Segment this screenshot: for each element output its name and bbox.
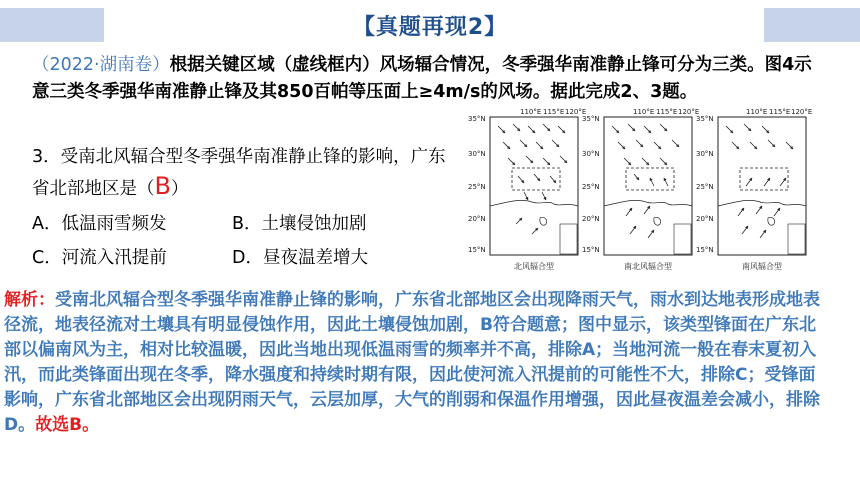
map-panel-north (490, 117, 578, 255)
map-panel-south (718, 117, 806, 255)
option-c: C．河流入汛提前 (32, 248, 167, 268)
lon-label: 110°E (633, 108, 655, 116)
map-caption: 北风辐合型 (514, 262, 554, 271)
map-panel-north-south (604, 117, 692, 255)
lat-label: 30°N (582, 150, 600, 158)
q3-stem: 3．受南北风辐合型冬季强华南准静止锋的影响，广东省北部地区是（ (32, 147, 446, 199)
lat-labels (468, 115, 714, 254)
option-b: B．土壤侵蚀加剧 (232, 214, 367, 234)
analysis-body: 受南北风辐合型冬季强华南准静止锋的影响，广东省北部地区会出现降雨天气，雨水到达地表形成地表径流，地表径流对土壤具有明显侵蚀作用，因此土壤侵蚀加剧，B符合题意；图中显示，该类型锋面在广东北部以偏南风为主，相对比较温暖，因此当地出现低温雨雪的频率并不高，排除A；当地河流一般在春末夏初入汛，而此类锋面出现在冬季，降水强度和持续时期有限，因此使河流入汛提前的可能性不大，排除C；受锋面影响，广东省北部地区会出现阴雨天气，云层加厚，大气的削弱和保温作用增强，因此昼夜温差会减小，排除D。 (4, 290, 820, 435)
lat-label: 35°N (468, 115, 486, 123)
lat-label: 20°N (582, 215, 600, 223)
lat-label: 25°N (696, 183, 714, 191)
question-stem (32, 52, 822, 106)
lat-label: 30°N (468, 150, 486, 158)
lat-label: 35°N (582, 115, 600, 123)
lat-label: 25°N (582, 183, 600, 191)
page-title: 【真题再现2】 (352, 15, 508, 40)
lon-label: 115°E (769, 108, 791, 116)
lat-label: 35°N (696, 115, 714, 123)
lon-label: 110°E (520, 108, 542, 116)
q3-answer: B (154, 172, 171, 200)
analysis-section (4, 288, 824, 438)
lon-label: 110°E (746, 108, 768, 116)
lat-label: 15°N (468, 246, 486, 254)
lat-label: 15°N (696, 246, 714, 254)
lon-label: 120°E (565, 108, 587, 116)
lon-labels-2 (633, 108, 699, 116)
lon-label: 120°E (791, 108, 813, 116)
analysis-conclusion: 故选B。 (35, 415, 100, 435)
map-caption: 南北风辐合型 (624, 262, 672, 271)
wind-field-maps (468, 106, 836, 274)
lat-label: 30°N (696, 150, 714, 158)
lon-label: 115°E (656, 108, 678, 116)
option-d: D．昼夜温差增大 (232, 248, 368, 268)
lat-label: 20°N (468, 215, 486, 223)
lon-label: 120°E (678, 108, 700, 116)
q3-stem-end: ） (170, 179, 189, 199)
analysis-label: 解析： (4, 290, 55, 310)
options-row-2 (32, 244, 462, 269)
question-3 (32, 143, 462, 204)
lat-label: 15°N (582, 246, 600, 254)
lon-label: 115°E (543, 108, 565, 116)
option-a: A．低温雨雪频发 (32, 214, 167, 234)
map-caption: 南风辐合型 (742, 262, 782, 271)
lon-labels-1 (520, 108, 586, 116)
question-text: 根据关键区域（虚线框内）风场辐合情况，冬季强华南准静止锋可分为三类。图4示意三类冬季强华南准静止锋及其850百帕等压面上≥4m/s的风场。据此完成2、3题。 (32, 55, 812, 102)
lat-label: 25°N (468, 183, 486, 191)
lon-labels-3 (746, 108, 812, 116)
question-source: （2022·湖南卷） (32, 55, 170, 75)
options-row-1 (32, 210, 462, 235)
lat-label: 20°N (696, 215, 714, 223)
